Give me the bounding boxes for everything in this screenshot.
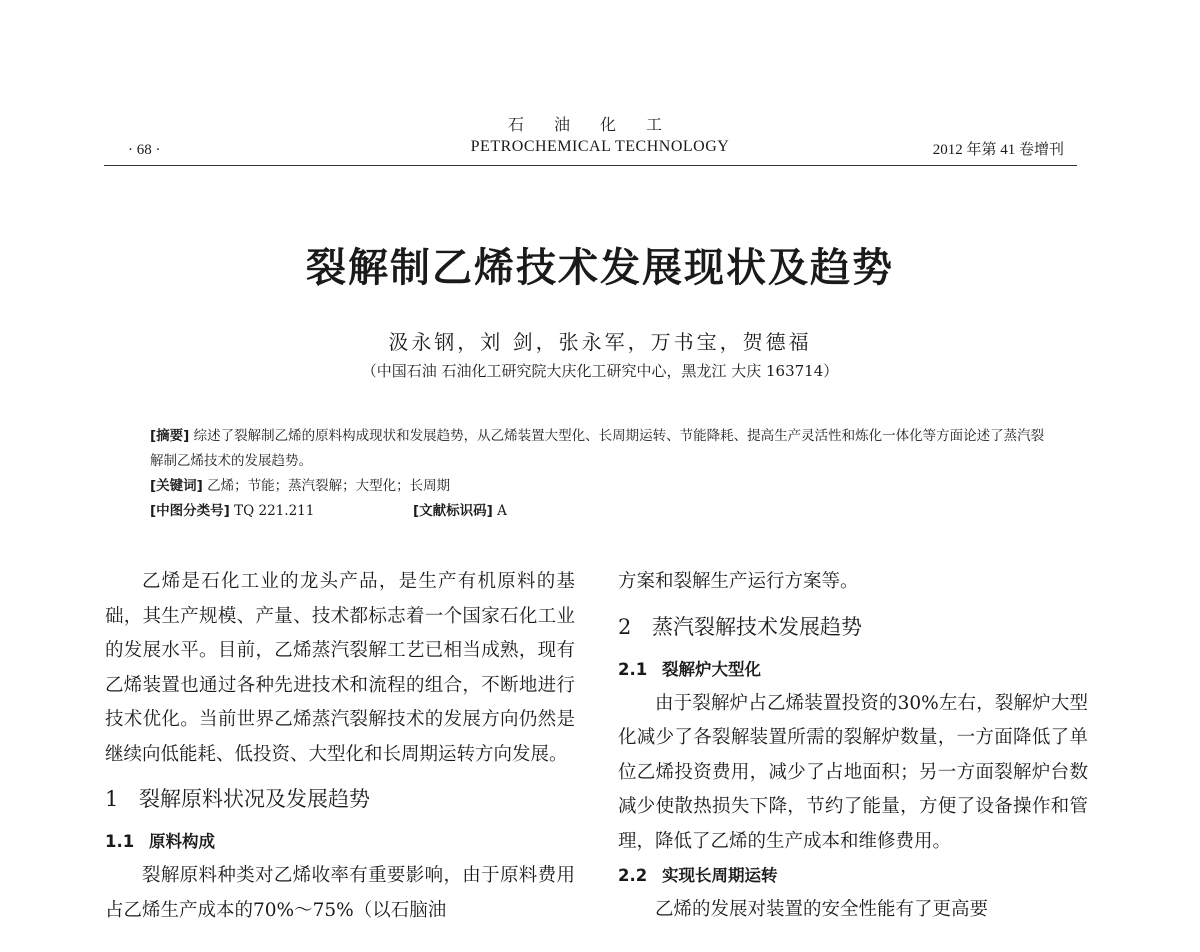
abstract-paragraph <box>150 424 1050 474</box>
intro-paragraph: 乙烯是石化工业的龙头产品，是生产有机原料的基础，其生产规模、产量、技术都标志着一个国家石化工业的发展水平。目前，乙烯蒸汽裂解工艺已相当成熟，现有乙烯装置也通过各种先进技术和流程的组合，不断地进行技术优化。当前世界乙烯蒸汽裂解技术的发展方向仍然是继续向低能耗、低投资、大型化和长周期运转方向发展。 <box>105 571 575 765</box>
article-title: 裂解制乙烯技术发展现状及趋势 <box>306 245 894 291</box>
article-authors: 汲永钢，刘 剑，张永军，万书宝，贺德福 <box>388 330 812 354</box>
section-1-1-heading <box>105 825 575 859</box>
section-2-2-number: 2.2 <box>618 866 648 885</box>
section-1-1-number: 1.1 <box>105 832 135 851</box>
classification-line <box>150 499 1050 524</box>
section-1-title: 裂解原料状况及发展趋势 <box>139 787 370 811</box>
section-1-1-paragraph: 裂解原料种类对乙烯收率有重要影响，由于原料费用占乙烯生产成本的70%～75%（以石脑油 <box>105 865 575 921</box>
journal-title-cn: 石油化工 <box>507 115 692 134</box>
abstract-label: [摘要] <box>150 428 190 444</box>
section-1-number: 1 <box>105 787 119 811</box>
section-2-1-title: 裂解炉大型化 <box>662 659 761 679</box>
keywords-line <box>150 474 1050 499</box>
section-2-1-paragraph: 由于裂解炉占乙烯装置投资的30%左右，裂解炉大型化减少了各裂解装置所需的裂解炉数量，一方面降低了单位乙烯投资费用，减少了占地面积；另一方面裂解炉台数减少使散热损失下降，节约了能量，方便了设备操作和管理，降低了乙烯的生产成本和维修费用。 <box>618 692 1088 852</box>
article-affiliation: （中国石油 石油化工研究院大庆化工研究中心，黑龙江 大庆 163714） <box>361 362 839 380</box>
section-2-2-heading <box>618 859 1088 893</box>
section-2-1-heading <box>618 653 1088 687</box>
section-2-2-paragraph: 乙烯的发展对装置的安全性能有了更高要 <box>655 899 989 920</box>
abstract-block <box>150 424 1050 524</box>
doc-code-label: [文献标识码] <box>412 503 493 519</box>
header-rule <box>104 165 1077 166</box>
continuation-paragraph: 方案和裂解生产运行方案等。 <box>618 571 859 592</box>
section-1-heading <box>105 772 575 825</box>
body-column-left <box>105 565 575 928</box>
keywords-text: 乙烯；节能；蒸汽裂解；大型化；长周期 <box>207 478 451 494</box>
keywords-label: [关键词] <box>150 478 203 494</box>
section-2-number: 2 <box>618 614 632 639</box>
body-column-right <box>618 565 1088 928</box>
journal-title-en: PETROCHEMICAL TECHNOLOGY <box>470 138 730 155</box>
page-number: · 68 · <box>128 142 161 158</box>
clc-value: TQ 221.211 <box>234 503 315 519</box>
section-2-2-title: 实现长周期运转 <box>662 866 778 885</box>
issue-info: 2012 年第 41 卷增刊 <box>932 142 1064 158</box>
doc-code-value: A <box>497 503 507 519</box>
section-2-title: 蒸汽裂解技术发展趋势 <box>652 614 862 639</box>
abstract-text: 综述了裂解制乙烯的原料构成现状和发展趋势，从乙烯装置大型化、长周期运转、节能降耗、提高生产灵活性和炼化一体化等方面论述了蒸汽裂解制乙烯技术的发展趋势。 <box>150 428 1045 469</box>
section-2-heading <box>618 600 1088 653</box>
clc-label: [中图分类号] <box>150 503 230 519</box>
section-1-1-title: 原料构成 <box>149 832 215 851</box>
section-2-1-number: 2.1 <box>618 659 648 679</box>
